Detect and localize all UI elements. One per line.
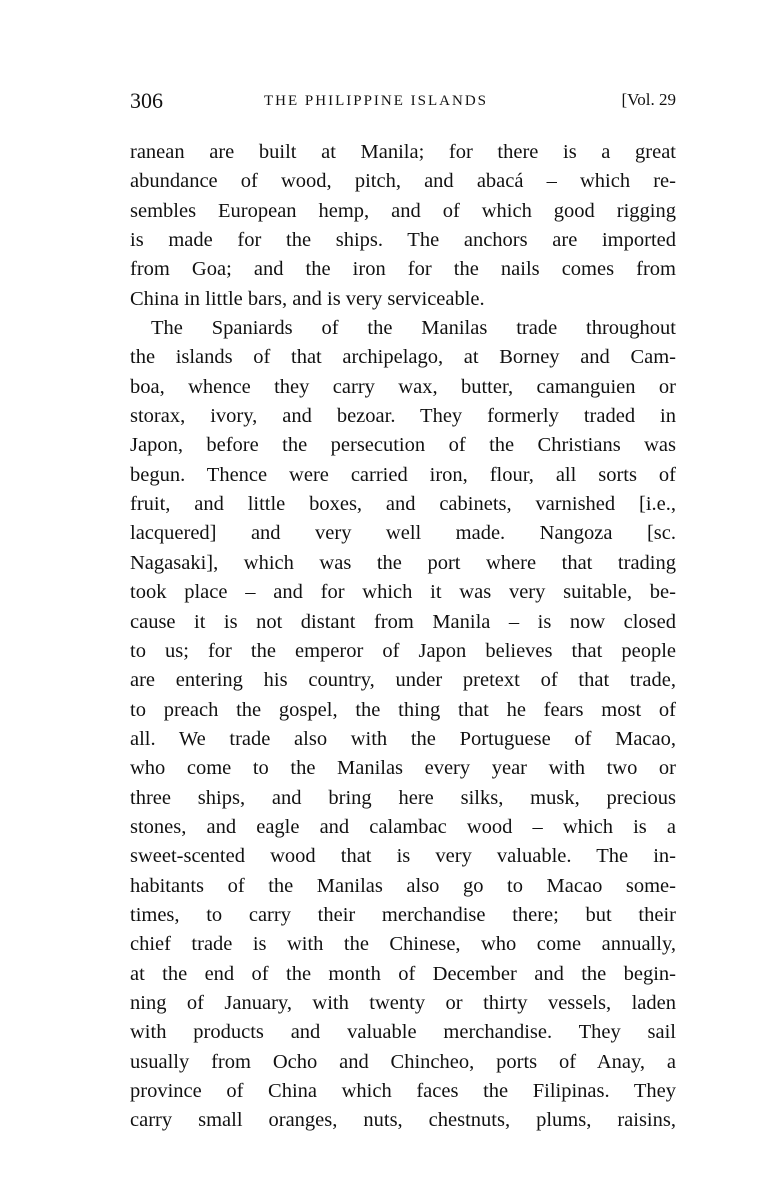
page-number: 306: [130, 88, 163, 113]
body-text: [130, 138, 676, 1136]
text-line: all. We trade also with the Portuguese of Macao,: [130, 727, 676, 750]
text-line: Nagasaki], which was the port where that trading: [130, 551, 676, 574]
text-line: is made for the ships. The anchors are imported: [130, 229, 676, 252]
text-line: the islands of that archipelago, at Borney and Cam-: [130, 346, 676, 369]
text-line: ranean are built at Manila; for there is a great: [130, 141, 676, 163]
text-line: boa, whence they carry wax, butter, camanguien or: [130, 375, 676, 398]
text-line: habitants of the Manilas also go to Macao some-: [130, 874, 676, 897]
text-line: sembles European hemp, and of which good rigging: [130, 199, 676, 222]
text-line: usually from Ocho and Chincheo, ports of Anay, a: [130, 1050, 676, 1073]
text-line: abundance of wood, pitch, and abacá – which re-: [130, 170, 676, 193]
text-line: Japon, before the persecution of the Christians was: [130, 434, 676, 457]
text-line: took place – and for which it was very suitable, be-: [130, 581, 676, 604]
text-line: cause it is not distant from Manila – is now closed: [130, 610, 676, 633]
text-line: with products and valuable merchandise. They sail: [130, 1021, 676, 1044]
text-line: sweet-scented wood that is very valuable. The in-: [130, 845, 676, 868]
text-line: fruit, and little boxes, and cabinets, varnished [i.e.,: [130, 493, 676, 516]
volume-label: [Vol. 29: [621, 90, 676, 109]
text-line: times, to carry their merchandise there; but their: [130, 903, 676, 926]
running-header: [130, 88, 676, 120]
text-line: chief trade is with the Chinese, who come annually,: [130, 933, 676, 956]
text-line: from Goa; and the iron for the nails comes from: [130, 258, 676, 281]
running-title: THE PHILIPPINE ISLANDS: [264, 93, 488, 109]
text-line: lacquered] and very well made. Nangoza [sc.: [130, 522, 676, 545]
text-line: are entering his country, under pretext of that trade,: [130, 669, 676, 692]
text-line: three ships, and bring here silks, musk, precious: [130, 786, 676, 809]
text-line: to us; for the emperor of Japon believes that people: [130, 639, 676, 662]
text-line: province of China which faces the Filipinas. They: [130, 1080, 676, 1102]
text-line: stones, and eagle and calambac wood – which is a: [130, 815, 676, 838]
paragraph-first-line: The Spaniards of the Manilas trade throughout: [151, 317, 676, 340]
text-line: to preach the gospel, the thing that he fears most of: [130, 698, 676, 721]
text-line: begun. Thence were carried iron, flour, all sorts of: [130, 463, 676, 486]
text-line: who come to the Manilas every year with two or: [130, 757, 676, 780]
text-line: carry small oranges, nuts, chestnuts, plums, raisins,: [130, 1109, 676, 1132]
text-line: ning of January, with twenty or thirty vessels, laden: [130, 991, 676, 1014]
text-line: storax, ivory, and bezoar. They formerly traded in: [130, 405, 676, 428]
text-line: China in little bars, and is very serviceable.: [130, 287, 485, 310]
text-line: at the end of the month of December and the begin-: [130, 962, 676, 985]
